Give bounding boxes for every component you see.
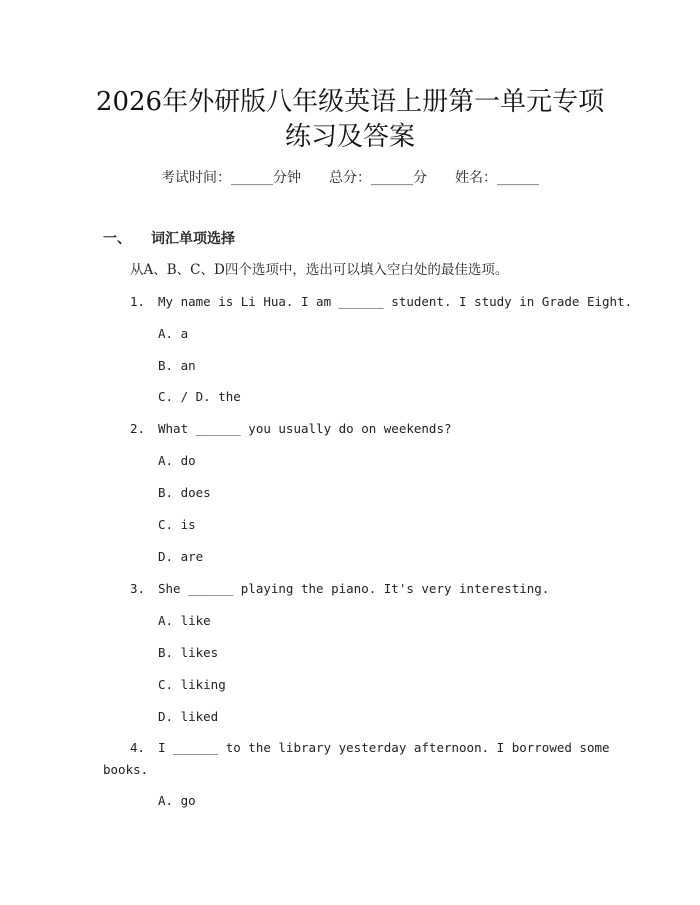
question-number: 3. xyxy=(130,581,146,596)
exam-total-score: 总分：______分 xyxy=(329,170,427,186)
question-text-continued: books. xyxy=(103,762,149,777)
question-number: 1. xyxy=(130,294,146,309)
question-text: I ______ to the library yesterday afternoon. I borrowed some xyxy=(158,740,610,755)
option-item: B. does xyxy=(158,485,211,500)
question-text: What ______ you usually do on weekends? xyxy=(158,421,452,436)
section-title: 词汇单项选择 xyxy=(151,231,235,247)
option-item: A. go xyxy=(158,793,196,808)
option-item: D. liked xyxy=(158,709,219,724)
section-instruction: 从A、B、C、D四个选项中，选出可以填入空白处的最佳选项。 xyxy=(130,262,509,278)
option-item: B. likes xyxy=(158,645,219,660)
exam-time: 考试时间：______分钟 xyxy=(161,170,301,186)
section-number: 一、 xyxy=(103,231,131,247)
option-item: A. like xyxy=(158,613,211,628)
option-item: C. is xyxy=(158,517,196,532)
exam-meta xyxy=(0,168,700,188)
option-item: A. a xyxy=(158,326,189,341)
document-title-line2: 练习及答案 xyxy=(284,122,415,152)
option-item: B. an xyxy=(158,358,196,373)
question-number: 2. xyxy=(130,421,146,436)
option-item: D. are xyxy=(158,549,204,564)
document-title-line1: 2026年外研版八年级英语上册第一单元专项 xyxy=(95,87,605,117)
section-heading xyxy=(103,229,235,249)
option-item: C. / D. the xyxy=(158,389,241,404)
student-name: 姓名：______ xyxy=(455,170,539,186)
question-number: 4. xyxy=(130,740,146,755)
question-text: She ______ playing the piano. It's very interesting. xyxy=(158,581,550,596)
option-item: C. liking xyxy=(158,677,226,692)
question-text: My name is Li Hua. I am ______ student. I study in Grade Eight. xyxy=(158,294,633,309)
option-item: A. do xyxy=(158,453,196,468)
